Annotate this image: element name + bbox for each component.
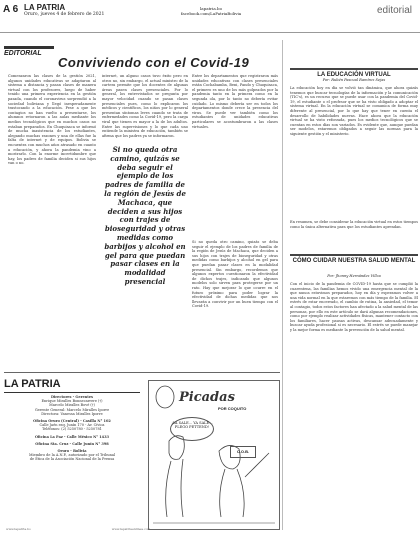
speech-bubble: ¡YA SALE... YA SALE... PLEGO PETTEND! [170, 417, 214, 441]
article-1-closing: En resumen, se debe considerar la educación virtual en estos tiempos como la única alternativa para que los estudiantes aprendan. [290, 220, 418, 229]
masthead-line: Miembro de la A.N.P., autorizado por el Tribunal [28, 453, 116, 458]
page-number: A 6 [3, 4, 19, 15]
pull-quote: Si no queda otra camino, quizás se deba seguir el ejemplo de los padres de familia de la región de Jesús de Machaca, que deciden a sus hijos con trajes de bioseguridad y otras medidas como barbijos y alcohol en gel para que puedan pasar clases en la modalidad presencial [104, 145, 186, 286]
article-1-author: Por: Rubén Pascual Ramírez Sejas [322, 78, 386, 82]
cob-sign: C.O.B. [230, 446, 256, 458]
masthead-rule [4, 392, 140, 393]
editorial-col-1: Comenzaron las clases de la gestión 2021, algunos unidades educativas se adaptaron al sistema a distancia y pasan clases de manera virtual con los profesores, luego de haber tenido una primera experiencia en la gestión pasada, cuando el coronavirus sorprendió a la sociedad boliviana y llegó inesperadamente trastocando a la educación. Pese a que los contagios no han vuelto a presentarse, los alumnos retornaron a las aulas mediante los medios tecnológicos que en muchos casos no estaban preparados. En Chuquisaca se informó de mucha inasistencia de los estudiantes, alegando muchas razones y una de ellas fue la falta de internet y de equipos. Bolivia se encuentra con muchos años atrasado en cuanto a educación, y ahora la pandemia vino a mostrarlo. Con la enorme incertidumbre que hay, los padres de familia deciden si sus hijos van o no. [8, 74, 96, 166]
website-info [176, 6, 246, 16]
cartoon-illustration [149, 381, 279, 529]
masthead-line: Oficina La Paz - Calle México N° 1433 [35, 434, 109, 439]
article-1-body: La educación hoy en día se volvió tan dinámica, que ahora quizás tenemos que buscar tecnologías de la información y la comunicación (TIC's), es un recurso que se puede usar con la pandemia del Covid-19, el estudiante o el profesor que se ha visto obligado a adoptar el sistema virtual. En la educación virtual se comunica de forma muy diferente al presencial, por lo que hay que tener en cuenta el desarrollo de habilidades nuevas. Hace ahora que la educación virtual se ha visto reforzada, pues los medios tecnológicos que se cuentan en estos días son variados. Es evidente que, aunque puedan ser modelos, estaremos obligados a seguir las normas para la siguiente gestión y el ministerio. [290, 86, 418, 136]
article-2-body: Con el inicio de la pandemia de COVID-19 hasta que se cumplió la cuarentena, las familias hemos vivido una emergencia mental de la que nunca estuvimos preparados, hoy en día y esperamos volver a una vida normal en la que estaremos con más tiempo de la familia. El estrés de estar encerrado, el cambio de rutina, la ansiedad, el temor al contagio, todos estos factores han afectado a la salud mental de las personas, por ello en este artículo se dará algunas recomendaciones, como por ejemplo realizar actividades físicas, mantener contacto con los familiares, hacer pausas activas, descansar adecuadamente y buscar ayuda profesional si es necesario. El estrés se puede manejar y la mejor forma es mediante la prevención de la salud mental. [290, 282, 418, 332]
masthead-title: LA PATRIA [4, 378, 61, 390]
cartoon-panel [148, 380, 280, 530]
editorial-col-3: Entre los departamentos que registraron más unidades educativas con clases presenciales están Cochabamba, Beni, Pando y Chuquisaca, el primero es uno de los más golpeados por la pandemia tanto en la primera como en la segunda ola, por lo tanto no debería evitar cuidado. Lo mismo debería ser en todos los departamentos donde crece la presencia del virus. Se puede ver también como los estudiantes de unidades educativas particulares se acostumbraron a las clases virtuales. [192, 74, 278, 129]
masthead-line: Teléfonos: (2) 5250780 - 5250781 [42, 427, 102, 432]
section-name: editorial [376, 5, 412, 16]
paper-name: LA PATRIA [24, 3, 66, 12]
page-header [0, 0, 420, 33]
masthead-line: Calle Jaén esq. Junín 170 - Av. Cívica [39, 423, 105, 428]
masthead-line: Oficina Sta. Cruz - Calle Junín N° 398 [35, 441, 109, 446]
masthead-line: Directores - Gerentes [50, 395, 94, 399]
page-footer [0, 527, 420, 531]
masthead-line: Oficina Oruro (Central) - Casilla N° 102 [33, 419, 111, 424]
editorial-col-2: internet, un alguno casos tuvo éxito pero en otros no, sin embargo, el actual ministro de la cartera permite que los docentes de algunas áreas pasen clases presenciales. Por lo general, los entrevistados se pregunta por mayor velocidad cuando se pasan clases presenciales pues, como lo explicaron los médicos y científicos, los niños por lo general presentan síntomas leves cuando se trata de enfermedades como la Covid-19, pero la carga viral que tienen es mayor a la de los adultos. Entre las supervisiones y lo que cada uno entiende la ministra de educación, también se afirma que los padres ya se informaron. [102, 74, 188, 138]
cartoon-logo: Picadas [179, 390, 235, 405]
article-2-author: Por: Jhonny Hernández Villca [327, 274, 381, 278]
cartoon-byline: POR COQUITO [218, 406, 247, 411]
editorial-title: Conviviendo con el Covid-19 [58, 55, 250, 70]
article-1-title: LA EDUCACIÓN VIRTUAL [290, 68, 418, 78]
masthead-line: Directora: Vanessa Miralles Iporre [41, 411, 103, 416]
date-line: Oruro, jueves 4 de febrero de 2021 [24, 12, 105, 17]
masthead-line: Marcelo Miralles Bové (†) [49, 403, 95, 408]
editorial-label: EDITORIAL [4, 46, 54, 57]
footer-right[interactable]: www.lapatriaenlinea.com [111, 527, 151, 531]
masthead-line: Enrique Miralles Bonnecarrere (†) [41, 399, 103, 404]
editorial-col-bottom: Si no queda otro camino, quizás se deba seguir el ejemplo de los padres de familia de la región de Jesús de Machaca, que deciden a sus hijos con trajes de bioseguridad y otras medidas como barbijos y alcohol en gel para que puedan pasar clases en la modalidad presencial. Sin embargo, recordemos que algunos expertos cuestionaron la efectividad de dichos trajes, indicando que algunos modelos solo sirven para protegerse por un rato. Hay que mejorar lo que ocurre en el futuro próximo para poder lograr la efectividad de dichas medidas que nos llevarán a convivir por un buen tiempo con el Covid-19. [192, 240, 278, 309]
masthead-info [6, 395, 138, 462]
footer-left[interactable]: www.lapatria.bo [6, 527, 31, 531]
website-line[interactable]: lapatria.bo [199, 6, 223, 11]
facebook-line[interactable]: facebook.com/LaPatriaBolivia [180, 11, 242, 16]
article-2-title: CÓMO CUIDAR NUESTRA SALUD MENTAL [290, 254, 418, 265]
masthead-line: Oruro - Bolivia [57, 449, 87, 454]
section-divider [4, 372, 280, 373]
masthead-line: de Ética de la Asociación Nacional de la Prensa [29, 457, 115, 462]
masthead-line: Gerente General: Marcelo Miralles Iporre [34, 407, 110, 412]
column-divider [282, 40, 283, 530]
